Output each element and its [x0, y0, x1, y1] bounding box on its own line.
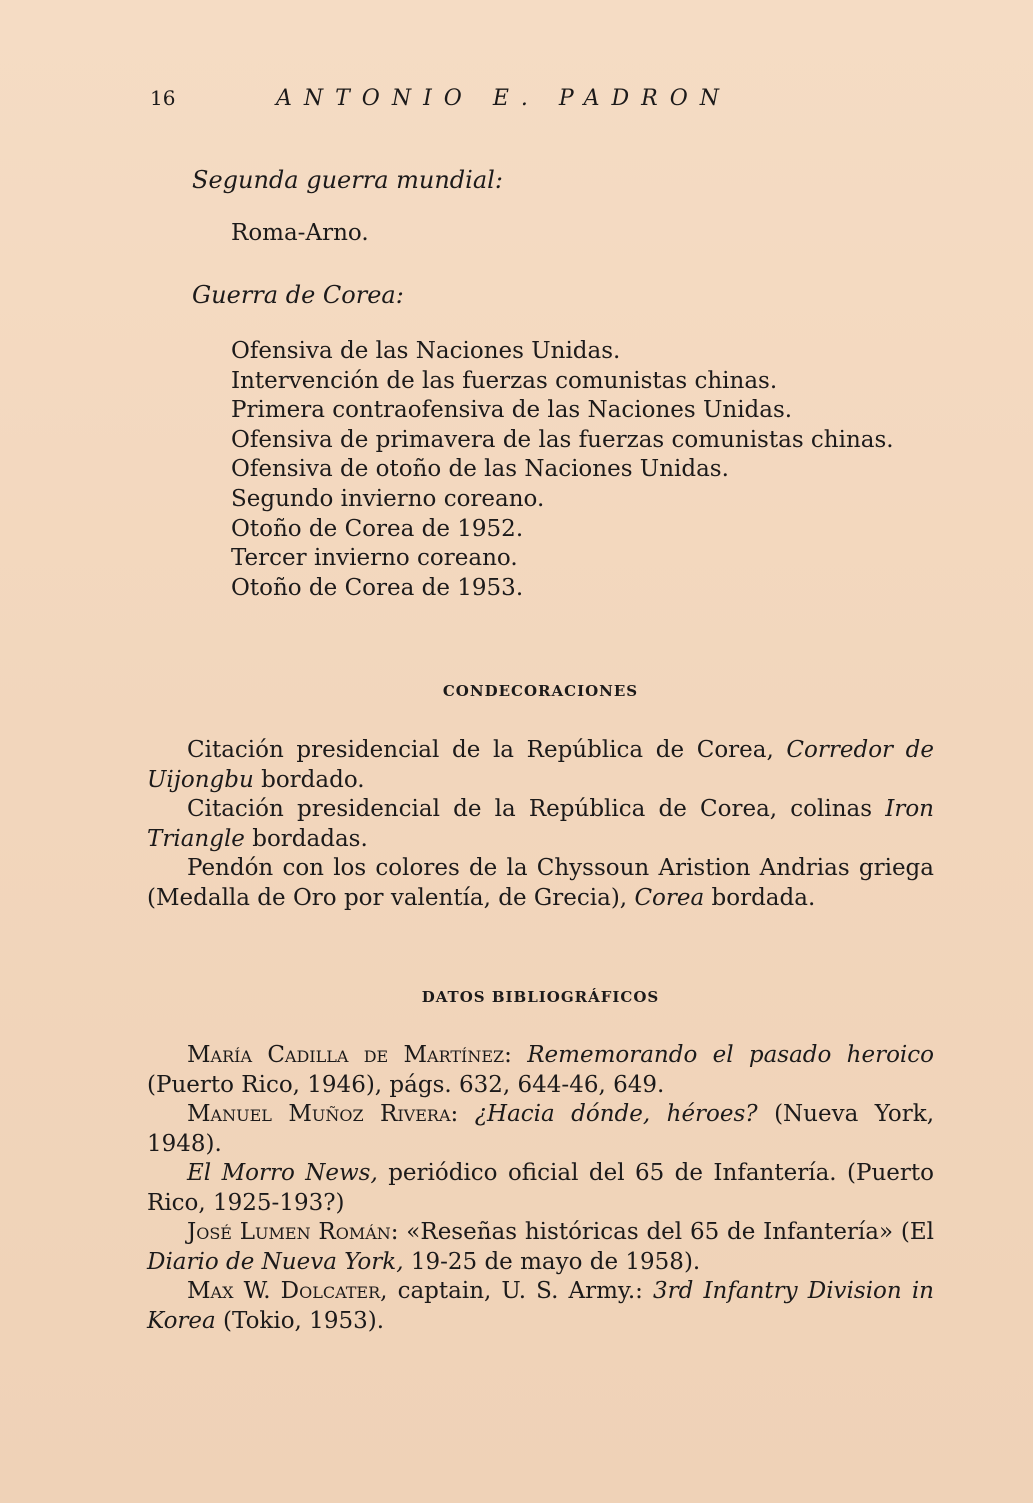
- text-run: Citación presidencial de la República de Corea,: [187, 737, 787, 763]
- list-item: Ofensiva de primavera de las fuerzas comunistas chinas.: [231, 426, 894, 453]
- work-title: ¿Hacia dónde, héroes?: [474, 1101, 758, 1127]
- wwii-heading: Segunda guerra mundial:: [192, 166, 503, 194]
- italic-run: Iron Triangle: [147, 796, 934, 852]
- bibliography-entry: [147, 1277, 934, 1336]
- author: Manuel Muñoz Rivera: [187, 1101, 451, 1127]
- italic-run: Corredor de Uijongbu: [147, 737, 934, 793]
- text-run: : «Reseñas históricas del 65 de Infantería» (El: [390, 1219, 934, 1245]
- list-item: Segundo invierno coreano.: [231, 485, 545, 512]
- decoration-paragraph: [147, 854, 934, 913]
- bibliography-body: [147, 1041, 934, 1336]
- page-number: 16: [150, 86, 176, 110]
- text-run: periódico oficial del 65 de Infantería. (Puerto Rico, 1925-193?): [147, 1160, 934, 1216]
- decorations-body: [147, 736, 934, 913]
- work-title: Diario de Nueva York,: [147, 1248, 404, 1275]
- list-item: Primera contraofensiva de las Naciones Unidas.: [231, 397, 793, 424]
- text-run: (Puerto Rico, 1946), págs. 632, 644-46, 649.: [147, 1071, 665, 1098]
- running-title: ANTONIO E. PADRON: [276, 86, 732, 111]
- list-item: Ofensiva de las Naciones Unidas.: [231, 338, 621, 364]
- list-item: Ofensiva de otoño de las Naciones Unidas.: [231, 456, 729, 483]
- bibliography-section: [147, 988, 934, 1336]
- decoration-paragraph: [147, 736, 934, 795]
- decorations-section: [147, 682, 934, 913]
- bibliography-entry: [147, 1218, 934, 1277]
- list-item: Roma-Arno.: [231, 220, 369, 246]
- author: Max W. Dolcater: [187, 1278, 381, 1304]
- bibliography-entry: [147, 1159, 934, 1218]
- wwii-section: [147, 166, 934, 249]
- list-item: Otoño de Corea de 1953.: [231, 574, 524, 601]
- korea-section: [147, 281, 934, 603]
- list-item: Intervención de las fuerzas comunistas chinas.: [231, 367, 778, 394]
- author: José Lumen Román: [187, 1219, 391, 1245]
- bibliography-heading: DATOS BIBLIOGRÁFICOS: [421, 988, 660, 1006]
- text-run: bordadas.: [244, 825, 368, 852]
- text-run: :: [450, 1101, 475, 1127]
- text-run: Pendón con los colores de la Chyssoun Aristion Andrias griega (Medalla de Oro por valentía, de Grecia),: [147, 855, 934, 911]
- text-run: 19-25 de mayo de 1958).: [403, 1248, 701, 1275]
- text-run: bordado.: [253, 766, 365, 793]
- author: María Cadilla de Martínez: [187, 1042, 505, 1068]
- work-title: 3rd Infantry Division in Korea: [147, 1278, 934, 1334]
- text-run: :: [504, 1042, 528, 1068]
- wwii-list: [147, 219, 934, 249]
- list-item: Otoño de Corea de 1952.: [231, 515, 524, 542]
- list-item: Tercer invierno coreano.: [231, 545, 518, 572]
- text-run: bordada.: [704, 884, 816, 911]
- decoration-paragraph: [147, 795, 934, 854]
- korea-list: [147, 337, 934, 603]
- text-run: , captain, U. S. Army.:: [380, 1278, 654, 1304]
- italic-run: Corea: [634, 884, 705, 911]
- work-title: El Morro News,: [187, 1160, 378, 1186]
- work-title: Rememorando el pasado heroico: [527, 1042, 935, 1068]
- text-run: (Nueva York, 1948).: [147, 1101, 935, 1157]
- text-run: Citación presidencial de la República de Corea, colinas: [187, 796, 886, 822]
- bibliography-entry: [147, 1100, 934, 1159]
- bibliography-entry: [147, 1041, 934, 1100]
- korea-heading: Guerra de Corea:: [192, 281, 404, 309]
- text-run: (Tokio, 1953).: [215, 1307, 385, 1334]
- decorations-heading: CONDECORACIONES: [442, 682, 639, 700]
